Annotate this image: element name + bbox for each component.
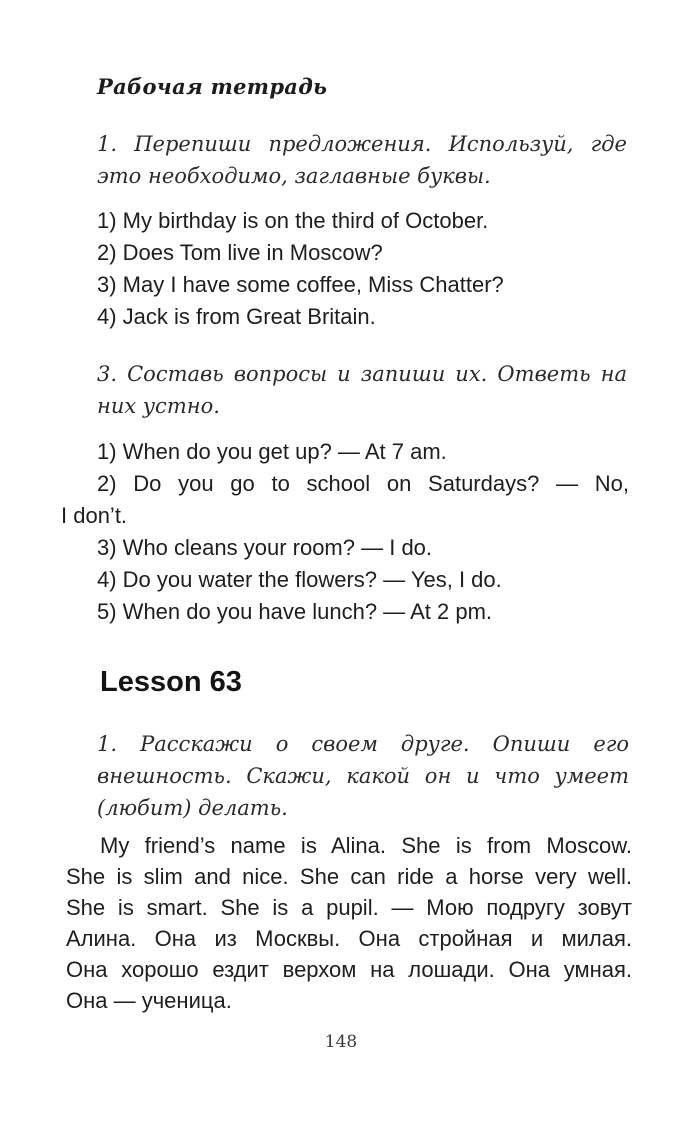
text-line: Алина. Она из Москвы. Она стройная и милая. [66,926,632,951]
text-line: My friend’s name is Alina. She is from Moscow. [100,833,632,858]
list-item [61,468,629,532]
text-line: She is slim and nice. She can ride a horse very well. [66,864,632,889]
task-3-instruction: 3. Составь вопросы и запиши их. Ответь на них устно. [97,362,627,418]
list-item: 1) When do you get up? — At 7 am. [97,439,447,464]
page-number: 148 [324,1032,358,1052]
list-item: 3) May I have some coffee, Miss Chatter? [97,272,504,297]
list-item: 4) Do you water the flowers? — Yes, I do. [97,567,502,592]
list-item: 5) When do you have lunch? — At 2 pm. [97,599,493,624]
list-item: 2) Does Tom live in Moscow? [97,240,383,265]
text-line: Она — ученица. [66,988,232,1013]
task-3-qa-list [61,436,629,628]
list-item: 3) Who cleans your room? — I do. [97,535,433,560]
lesson-heading: Lesson 63 [100,666,242,698]
list-item-continuation: I don’t. [61,503,128,528]
list-item-line: 2) Do you go to school on Saturdays? — No, [97,471,629,496]
text-line: She is smart. She is a pupil. — Мою подругу зовут [66,895,632,920]
task-1-sentence-list [97,205,504,333]
task-1-instruction: 1. Перепиши предложения. Используй, где это необходимо, заглавные буквы. [97,132,627,188]
list-item: 1) My birthday is on the third of October. [97,208,489,233]
section-title: Рабочая тетрадь [97,74,328,99]
lesson-task-instruction: 1. Расскажи о своем друге. Опиши его внешность. Скажи, какой он и что умеет (любит) делать. [97,732,629,820]
lesson-answer-text [66,830,632,1016]
text-line: Она хорошо ездит верхом на лошади. Она умная. [66,957,632,982]
list-item: 4) Jack is from Great Britain. [97,304,376,329]
